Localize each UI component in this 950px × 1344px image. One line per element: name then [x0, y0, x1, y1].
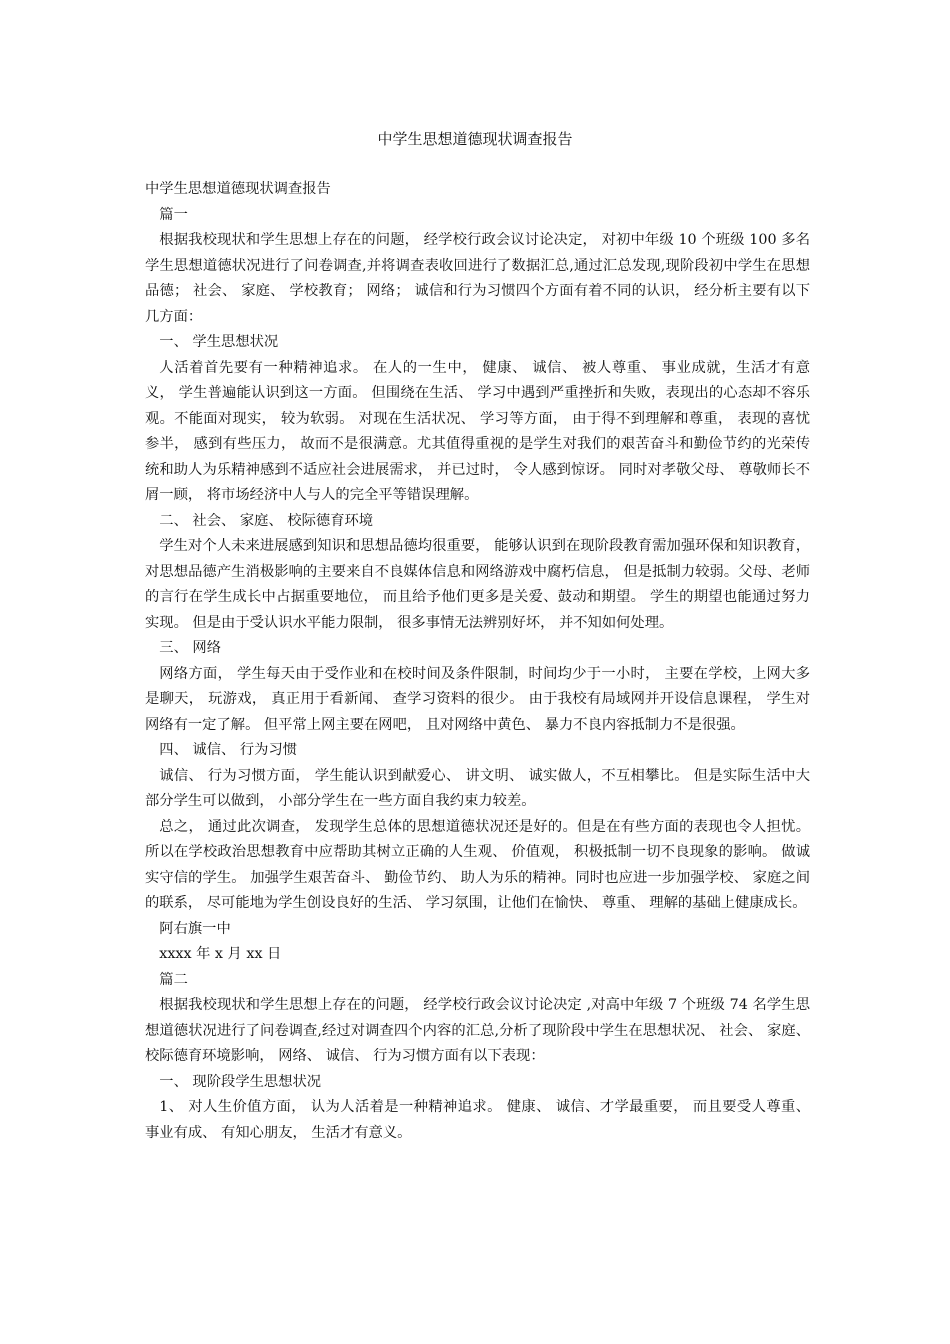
document-body	[145, 177, 810, 1146]
paragraph: xxxx 年 x 月 xx 日	[159, 946, 282, 962]
paragraph: 1、 对人生价值方面， 认为人活着是一种精神追求。 健康、 诚信、才学最重要， 而且要受人尊重、 事业有成、 有知心朋友， 生活才有意义。	[145, 1099, 810, 1141]
paragraph: 篇一	[159, 206, 188, 223]
paragraph: 一、 学生思想状况	[159, 334, 279, 350]
paragraph: 学生对个人未来进展感到知识和思想品德均很重要， 能够认识到在现阶段教育需加强环保和知识教育，对思想品德产生消极影响的主要来自不良媒体信息和网络游戏中腐朽信息， 但是抵制力较弱。父母、老师的言行在学生成长中占据重要地位， 而且给予他们更多是关爱、鼓动和期望。 学生的期望也能通过努力实现。 但是由于受认识水平能力限制， 很多事情无法辨别好坏， 并不知如何处理。	[145, 538, 810, 631]
paragraph: 人活着首先要有一种精神追求。 在人的一生中， 健康、 诚信、 被人尊重、 事业成就，生活才有意义， 学生普遍能认识到这一方面。 但围绕在生活、 学习中遇到严重挫折和失败，表现出的心态却不容乐观。不能面对现实， 较为软弱。 对现在生活状况、 学习等方面， 由于得不到理解和尊重， 表现的喜忧参半， 感到有些压力， 故而不是很满意。尤其值得重视的是学生对我们的艰苦奋斗和勤俭节约的光荣传统和助人为乐精神感到不适应社会进展需求， 并已过时， 令人感到惊讶。 同时对孝敬父母、 尊敬师长不屑一顾， 将市场经济中人与人的完全平等错误理解。	[145, 359, 810, 503]
paragraph: 根据我校现状和学生思想上存在的问题， 经学校行政会议讨论决定 ,对高中年级 7 个班级 74 名学生思想道德状况进行了问卷调查,经过对调查四个内容的汇总,分析了现阶段中学生在思想状况、 社会、 家庭、 校际德育环境影响， 网络、 诚信、 行为习惯方面有以下表现：	[145, 997, 810, 1064]
paragraph: 根据我校现状和学生思想上存在的问题， 经学校行政会议讨论决定， 对初中年级 10 个班级 100 多名学生思想道德状况进行了问卷调查,并将调查表收回进行了数据汇总,通过汇总发现,现阶段初中学生在思想品德； 社会、 家庭、 学校教育； 网络； 诚信和行为习惯四个方面有着不同的认识， 经分析主要有以下几方面：	[145, 232, 810, 325]
paragraph: 篇二	[159, 971, 188, 988]
paragraph: 诚信、 行为习惯方面， 学生能认识到献爱心、 讲文明、 诚实做人，不互相攀比。 但是实际生活中大部分学生可以做到， 小部分学生在一些方面自我约束力较差。	[145, 767, 810, 809]
paragraph: 四、 诚信、 行为习惯	[159, 742, 298, 758]
paragraph: 网络方面， 学生每天由于受作业和在校时间及条件限制，时间均少于一小时， 主要在学校，上网大多是聊天， 玩游戏， 真正用于看新闻、 查学习资料的很少。 由于我校有局域网并开设信息课程， 学生对网络有一定了解。 但平常上网主要在网吧， 且对网络中黄色、 暴力不良内容抵制力不是很强。	[145, 665, 810, 733]
paragraph: 二、 社会、 家庭、 校际德育环境	[159, 512, 374, 529]
paragraph: 阿右旗一中	[159, 920, 231, 937]
paragraph: 总之， 通过此次调查， 发现学生总体的思想道德状况还是好的。但是在有些方面的表现也令人担忧。 所以在学校政治思想教育中应帮助其树立正确的人生观、 价值观， 积极抵制一切不良现象的影响。 做诚实守信的学生。 加强学生艰苦奋斗、 勤俭节约、 助人为乐的精神。同时也应进一步加强学校、 家庭之间的联系， 尽可能地为学生创设良好的生活、 学习氛围，让他们在愉快、 尊重、 理解的基础上健康成长。	[145, 818, 810, 911]
document-title: 中学生思想道德现状调查报告	[377, 130, 573, 148]
paragraph: 中学生思想道德现状调查报告	[145, 181, 331, 197]
paragraph: 三、 网络	[159, 640, 222, 656]
paragraph: 一、 现阶段学生思想状况	[159, 1073, 322, 1090]
